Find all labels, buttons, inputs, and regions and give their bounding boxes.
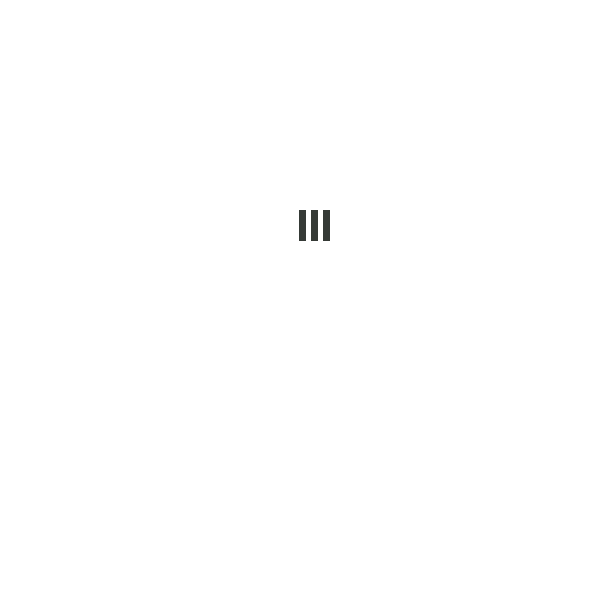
numeral-stroke bbox=[323, 210, 330, 241]
numeral-stroke bbox=[299, 210, 306, 241]
part-numeral bbox=[299, 210, 330, 241]
numeral-stroke bbox=[311, 210, 318, 241]
